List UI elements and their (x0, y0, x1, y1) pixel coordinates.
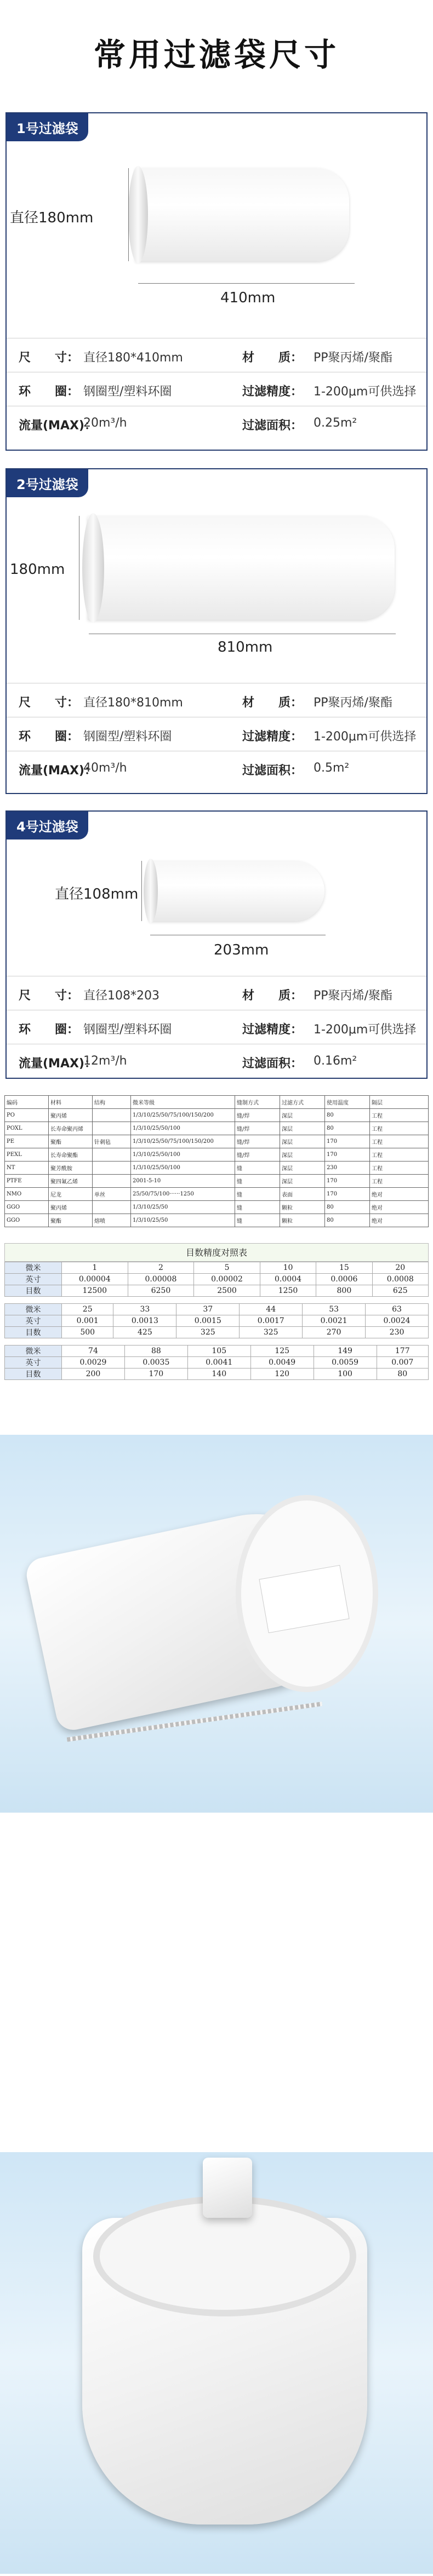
spec-key: 过滤精度： (242, 1023, 303, 1037)
table-cell: 针刺毡 (93, 1135, 131, 1148)
table-cell: 0.00002 (194, 1274, 260, 1285)
table-cell (93, 1201, 131, 1214)
height-dimension-label: 180mm (10, 561, 65, 578)
spec-key: 流量(MAX)： (19, 1057, 96, 1071)
table-cell: 170 (124, 1369, 187, 1380)
table-row (5, 1357, 429, 1369)
spec-key: 过滤精度： (242, 730, 303, 744)
table-header-cell: 隔层 (370, 1096, 429, 1109)
table-cell: 工程 (370, 1162, 429, 1175)
height-dimension-label: 直径180mm (10, 210, 94, 226)
table-cell: 425 (113, 1327, 176, 1338)
table-cell: 工程 (370, 1175, 429, 1188)
table-cell: PTFE (5, 1175, 49, 1188)
table-cell: 37 (176, 1304, 240, 1315)
bag-ring-image (128, 166, 148, 263)
spec-key: 环 圈： (19, 730, 79, 744)
table-cell (93, 1175, 131, 1188)
table-cell: 长寿命聚丙烯 (49, 1122, 93, 1135)
table-cell: 缝/焊 (235, 1122, 280, 1135)
table-cell: 63 (366, 1304, 429, 1315)
table-header-cell: 过滤方式 (280, 1096, 325, 1109)
table-cell: 0.0006 (316, 1274, 372, 1285)
spec-row (7, 1044, 426, 1078)
table-cell: 聚丙烯 (49, 1201, 93, 1214)
spec-value: 20m³/h (83, 416, 127, 430)
table-cell: 33 (113, 1304, 176, 1315)
spec-value: 0.5m² (314, 761, 350, 775)
table-cell: 120 (250, 1369, 314, 1380)
table-cell: 缝/焊 (235, 1148, 280, 1162)
table-cell: 0.0029 (62, 1357, 125, 1369)
row-label: 微米 (5, 1304, 62, 1315)
spec-key: 环 圈： (19, 1023, 79, 1037)
table-row (5, 1122, 429, 1135)
bag-card-4 (5, 810, 428, 1079)
table-cell: 177 (377, 1346, 428, 1357)
table-cell: 深层 (280, 1109, 325, 1122)
table-cell: 缝 (235, 1201, 280, 1214)
spec-value: 钢圈型/塑料环圈 (83, 1023, 172, 1037)
table-cell: 2500 (194, 1285, 260, 1297)
table-cell: 2 (128, 1262, 194, 1274)
table-cell: 0.0017 (240, 1315, 303, 1327)
spec-key: 环 圈： (19, 385, 79, 399)
table-cell: 颗粒 (280, 1214, 325, 1227)
table-cell: NT (5, 1162, 49, 1175)
table-cell: 0.0024 (366, 1315, 429, 1327)
row-label: 英寸 (5, 1357, 62, 1369)
table-row (5, 1188, 429, 1201)
table-cell: 聚酯 (49, 1214, 93, 1227)
table-cell: 0.0013 (113, 1315, 176, 1327)
table-cell: 100 (314, 1369, 377, 1380)
product-photo-1 (0, 1435, 433, 1813)
table-cell: 0.0035 (124, 1357, 187, 1369)
table-cell: 1 (62, 1262, 128, 1274)
material-table-body (5, 1109, 429, 1227)
table-cell: 25/50/75/100······1250 (131, 1188, 235, 1201)
table-cell (93, 1162, 131, 1175)
page-title: 常用过滤袋尺寸 (93, 36, 339, 73)
table-cell: 149 (314, 1346, 377, 1357)
table-row (5, 1162, 429, 1175)
bag-ring-image (144, 859, 158, 923)
table-cell: 325 (240, 1327, 303, 1338)
mesh-block (4, 1303, 429, 1338)
table-cell: 1/3/10/25/50 (131, 1201, 235, 1214)
table-cell: 0.0004 (260, 1274, 316, 1285)
page-header (0, 0, 433, 104)
table-row (5, 1201, 429, 1214)
table-cell: 深层 (280, 1135, 325, 1148)
table-cell: 深层 (280, 1122, 325, 1135)
table-cell: POXL (5, 1122, 49, 1135)
table-row (5, 1369, 429, 1380)
mesh-table-title: 目数精度对照表 (4, 1243, 429, 1262)
row-label: 目数 (5, 1369, 62, 1380)
material-table (4, 1095, 429, 1227)
spec-key: 材 质： (242, 989, 303, 1003)
table-cell: 绝对 (370, 1201, 429, 1214)
table-cell: 深层 (280, 1162, 325, 1175)
spec-row (7, 751, 426, 785)
table-row (5, 1175, 429, 1188)
table-cell: 5 (194, 1262, 260, 1274)
mesh-block (4, 1262, 429, 1297)
row-label: 目数 (5, 1285, 62, 1297)
length-dimension-label: 410mm (220, 290, 276, 306)
spec-key: 流量(MAX)： (19, 764, 96, 778)
table-cell: 0.0059 (314, 1357, 377, 1369)
spec-value: 钢圈型/塑料环圈 (83, 385, 172, 399)
bag-photo (7, 146, 426, 338)
table-cell: 聚芳酰胺 (49, 1162, 93, 1175)
spec-value: 直径180*410mm (83, 351, 183, 365)
table-cell: 105 (187, 1346, 250, 1357)
table-cell: 单丝 (93, 1188, 131, 1201)
table-cell: 500 (62, 1327, 113, 1338)
spec-value: 直径108*203 (83, 989, 159, 1003)
bag-photo (7, 502, 426, 683)
table-cell: 缝 (235, 1162, 280, 1175)
spec-row (7, 338, 426, 372)
table-cell (93, 1122, 131, 1135)
table-row (5, 1262, 429, 1274)
table-row (5, 1274, 429, 1285)
spec-value: 1-200μm可供选择 (314, 730, 417, 744)
spec-key: 尺 寸： (19, 351, 79, 365)
table-cell: 20 (372, 1262, 428, 1274)
spec-value: 40m³/h (83, 761, 127, 775)
table-cell: GGO (5, 1214, 49, 1227)
table-row (5, 1315, 429, 1327)
table-cell: 工程 (370, 1109, 429, 1122)
height-dimension-line (141, 861, 142, 921)
table-cell: 工程 (370, 1135, 429, 1148)
spec-value: 1-200μm可供选择 (314, 385, 417, 399)
spec-key: 尺 寸： (19, 989, 79, 1003)
table-cell: 80 (325, 1109, 370, 1122)
table-cell: 80 (325, 1201, 370, 1214)
table-header-row (5, 1096, 429, 1109)
table-cell: 80 (325, 1122, 370, 1135)
filter-bag-image (88, 516, 395, 620)
table-cell: 6250 (128, 1285, 194, 1297)
table-header-cell: 编码 (5, 1096, 49, 1109)
table-cell: 0.00008 (128, 1274, 194, 1285)
table-cell: 170 (325, 1148, 370, 1162)
table-cell: 0.00004 (62, 1274, 128, 1285)
table-cell: 0.007 (377, 1357, 428, 1369)
spec-value: PP聚丙烯/聚酯 (314, 989, 392, 1003)
table-cell: 1/3/10/25/50/75/100/150/200 (131, 1135, 235, 1148)
table-cell: PE (5, 1135, 49, 1148)
mesh-block (4, 1345, 429, 1380)
row-label: 目数 (5, 1327, 62, 1338)
bag-handle-image (203, 2158, 252, 2218)
spec-key: 过滤面积： (242, 764, 303, 778)
table-cell: 缝/焊 (235, 1135, 280, 1148)
height-dimension-line (128, 168, 129, 261)
spec-value: 1-200μm可供选择 (314, 1023, 417, 1037)
row-label: 英寸 (5, 1274, 62, 1285)
table-cell: 熔喷 (93, 1214, 131, 1227)
table-cell: 1/3/10/25/50/100 (131, 1148, 235, 1162)
table-cell: 绝对 (370, 1188, 429, 1201)
table-cell: 聚丙烯 (49, 1109, 93, 1122)
table-row (5, 1285, 429, 1297)
bag-ring-image (82, 513, 104, 623)
table-cell: 颗粒 (280, 1201, 325, 1214)
length-dimension-label: 810mm (218, 639, 273, 656)
spec-value: 直径180*810mm (83, 696, 183, 710)
table-cell: 53 (303, 1304, 366, 1315)
length-dimension-label: 203mm (214, 942, 269, 958)
bag-tag: 1号过滤袋 (7, 113, 88, 141)
spec-key: 尺 寸： (19, 696, 79, 710)
table-row (5, 1109, 429, 1122)
table-row (5, 1135, 429, 1148)
table-cell: 0.0049 (250, 1357, 314, 1369)
spec-value: 12m³/h (83, 1054, 127, 1068)
height-dimension-label: 直径108mm (55, 886, 139, 902)
table-cell: 缝/焊 (235, 1109, 280, 1122)
bag-tag: 4号过滤袋 (7, 812, 88, 840)
spec-key: 过滤面积： (242, 1057, 303, 1071)
table-cell: 缝 (235, 1214, 280, 1227)
table-cell: 800 (316, 1285, 372, 1297)
table-cell: 74 (62, 1346, 125, 1357)
spec-key: 材 质： (242, 351, 303, 365)
spec-value: 0.25m² (314, 416, 357, 430)
spec-value: PP聚丙烯/聚酯 (314, 351, 392, 365)
spec-value: 钢圈型/塑料环圈 (83, 730, 172, 744)
table-cell: 表面 (280, 1188, 325, 1201)
table-cell: 125 (250, 1346, 314, 1357)
table-cell: 0.001 (62, 1315, 113, 1327)
table-cell: 1/3/10/25/50/75/100/150/200 (131, 1109, 235, 1122)
spec-key: 材 质： (242, 696, 303, 710)
table-cell: 0.0041 (187, 1357, 250, 1369)
row-label: 微米 (5, 1262, 62, 1274)
bag-tag: 2号过滤袋 (7, 469, 88, 497)
table-cell: 625 (372, 1285, 428, 1297)
table-row (5, 1148, 429, 1162)
table-cell: 聚四氟乙烯 (49, 1175, 93, 1188)
filter-bag-image (149, 861, 324, 921)
table-header-cell: 结构 (93, 1096, 131, 1109)
table-row (5, 1327, 429, 1338)
table-cell: 12500 (62, 1285, 128, 1297)
spec-row (7, 1010, 426, 1044)
spec-row (7, 717, 426, 751)
table-cell: 深层 (280, 1175, 325, 1188)
table-row (5, 1214, 429, 1227)
spec-value: 0.16m² (314, 1054, 357, 1068)
table-cell: 1250 (260, 1285, 316, 1297)
product-photo-2 (0, 2152, 433, 2574)
table-cell: 1/3/10/25/50/100 (131, 1122, 235, 1135)
spec-row (7, 406, 426, 440)
table-cell: 绝对 (370, 1214, 429, 1227)
table-cell: 170 (325, 1135, 370, 1148)
table-cell: 44 (240, 1304, 303, 1315)
table-cell: 缝 (235, 1175, 280, 1188)
table-row (5, 1304, 429, 1315)
table-cell: 工程 (370, 1122, 429, 1135)
table-cell: 230 (325, 1162, 370, 1175)
table-cell: 深层 (280, 1148, 325, 1162)
table-cell: GGO (5, 1201, 49, 1214)
table-cell: 长寿命聚酯 (49, 1148, 93, 1162)
table-cell: 325 (176, 1327, 240, 1338)
bag-card-1 (5, 112, 428, 451)
table-cell (93, 1109, 131, 1122)
table-header-cell: 缝制方式 (235, 1096, 280, 1109)
spec-row (7, 683, 426, 717)
table-cell: NMO (5, 1188, 49, 1201)
table-cell: 270 (303, 1327, 366, 1338)
length-dimension-line (138, 283, 355, 284)
table-cell: 140 (187, 1369, 250, 1380)
table-cell: 缝 (235, 1188, 280, 1201)
table-cell: 0.0021 (303, 1315, 366, 1327)
table-cell: 2001-5-10 (131, 1175, 235, 1188)
table-cell: PO (5, 1109, 49, 1122)
spec-key: 过滤精度： (242, 385, 303, 399)
table-header-cell: 材料 (49, 1096, 93, 1109)
bag-card-2 (5, 468, 428, 794)
table-header-cell: 微米等级 (131, 1096, 235, 1109)
table-cell: 15 (316, 1262, 372, 1274)
spec-key: 过滤面积： (242, 419, 303, 433)
spec-row (7, 372, 426, 406)
table-cell: 80 (325, 1214, 370, 1227)
table-cell: 170 (325, 1188, 370, 1201)
spec-row (7, 976, 426, 1010)
table-cell (93, 1148, 131, 1162)
table-cell: 25 (62, 1304, 113, 1315)
table-header-cell: 使用温度 (325, 1096, 370, 1109)
table-cell: PEXL (5, 1148, 49, 1162)
row-label: 微米 (5, 1346, 62, 1357)
table-cell: 200 (62, 1369, 125, 1380)
table-cell: 80 (377, 1369, 428, 1380)
table-cell: 0.0008 (372, 1274, 428, 1285)
spec-key: 流量(MAX)： (19, 419, 96, 433)
table-cell: 聚酯 (49, 1135, 93, 1148)
table-cell: 88 (124, 1346, 187, 1357)
table-cell: 1/3/10/25/50/100 (131, 1162, 235, 1175)
table-cell: 230 (366, 1327, 429, 1338)
bag-photo (7, 844, 426, 976)
table-cell: 10 (260, 1262, 316, 1274)
table-cell: 1/3/10/25/50 (131, 1214, 235, 1227)
table-cell: 工程 (370, 1148, 429, 1162)
row-label: 英寸 (5, 1315, 62, 1327)
table-cell: 尼龙 (49, 1188, 93, 1201)
table-cell: 170 (325, 1175, 370, 1188)
table-cell: 0.0015 (176, 1315, 240, 1327)
table-row (5, 1346, 429, 1357)
spec-value: PP聚丙烯/聚酯 (314, 696, 392, 710)
filter-bag-image (135, 168, 349, 261)
